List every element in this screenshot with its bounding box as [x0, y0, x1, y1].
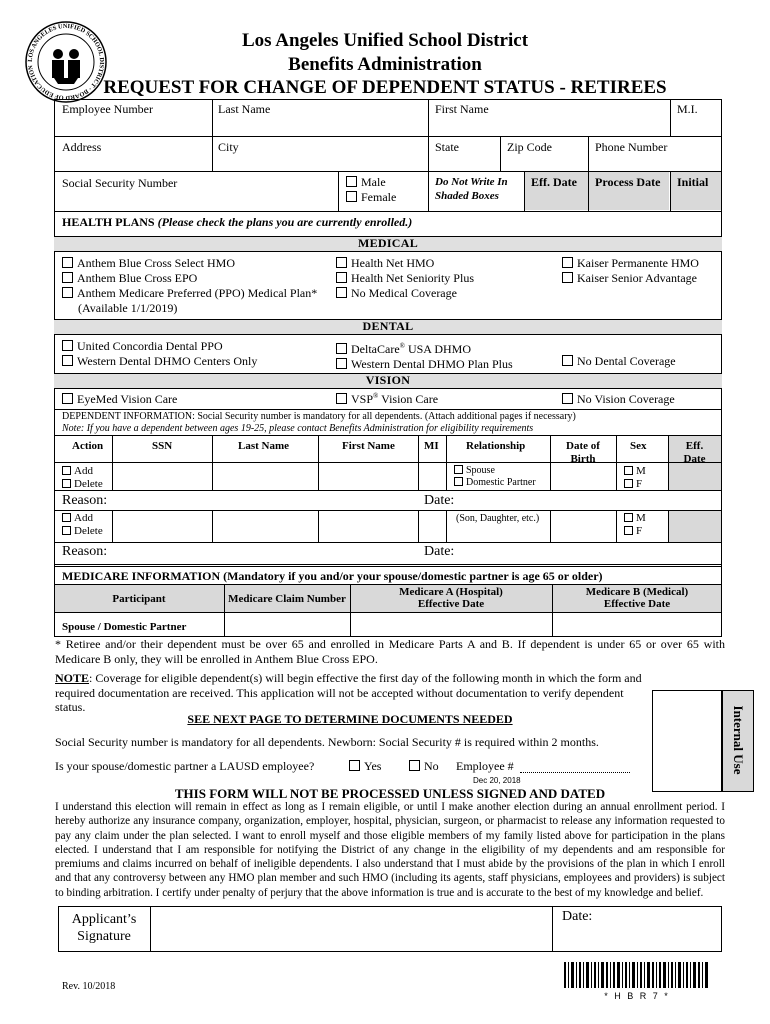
col-relationship: Relationship: [466, 440, 526, 452]
dental-band: DENTAL: [54, 319, 722, 335]
medical-options-col2: [336, 256, 474, 301]
dependent-1-f-checkbox[interactable]: F: [624, 478, 646, 491]
col-eff-date: Eff. Date: [683, 440, 706, 465]
medical-band: MEDICAL: [54, 236, 722, 252]
anthem-epo-checkbox[interactable]: Anthem Blue Cross EPO: [62, 271, 317, 286]
legal-statement: I understand this election will remain in effect as long as I remain eligible, or until I make another election during an annual enrollment period. I hereby authorize any insurance company, organization, employer, hospital, physician, surgeon, or pharmacist to release any information requested to pay any claim under the plan selected. I want to enroll myself and those eligible members of my family listed above for participation in the plans elected. I understand that I am responsible for notifying the District of any change in the eligibility of my dependents and am responsible for premiums and claims incurred on behalf of ineligible dependents. I also understand that I must abide by the provisions of the plan in which I enroll and that any controversy between any HMO plan member and such HMO (including its agents, staff physicians, employees and providers) is subject to binding arbitration. I certify under penalty of perjury that the above information is true and is accurate to the best of my knowledge and belief.: [55, 801, 725, 899]
dependent-2-relationship[interactable]: (Son, Daughter, etc.): [456, 513, 540, 524]
medicare-col-participant: Participant: [112, 593, 166, 605]
dependent-info-heading: DEPENDENT INFORMATION: Social Security number is mandatory for all dependents. (Attach additional pages if necessary): [62, 411, 576, 422]
lausd-yes-checkbox[interactable]: Yes: [349, 759, 381, 774]
do-not-write-note: Do Not Write In Shaded Boxes: [435, 176, 508, 202]
dependent-1-sex: [624, 465, 646, 491]
male-checkbox[interactable]: Male: [346, 175, 386, 190]
internal-use-box: [652, 690, 722, 792]
col-first-name: First Name: [342, 440, 395, 452]
col-sex: Sex: [630, 440, 647, 452]
ssn-field[interactable]: Social Security Number: [62, 176, 178, 190]
health-net-seniority-checkbox[interactable]: Health Net Seniority Plus: [336, 271, 474, 286]
dependent-1-domestic-checkbox[interactable]: Domestic Partner: [454, 477, 536, 489]
col-mi: MI: [424, 440, 439, 452]
col-action: Action: [72, 440, 104, 452]
dependent-1-date-field[interactable]: Date:: [424, 493, 455, 508]
lausd-no-checkbox[interactable]: No: [409, 759, 439, 774]
united-concordia-checkbox[interactable]: United Concordia Dental PPO: [62, 339, 257, 354]
western-dental-plus-checkbox[interactable]: Western Dental DHMO Plan Plus: [336, 357, 513, 372]
dependent-2-f-checkbox[interactable]: F: [624, 525, 646, 538]
dependent-2-sex: [624, 512, 646, 538]
dependent-2-reason-field[interactable]: Reason:: [62, 544, 108, 559]
dependent-1-delete-checkbox[interactable]: Delete: [62, 478, 103, 491]
applicant-signature-label: Applicant’s Signature: [71, 912, 137, 944]
dependent-1-relationship: [454, 465, 536, 489]
no-medical-coverage-checkbox[interactable]: No Medical Coverage: [336, 286, 474, 301]
eff-date-label: Eff. Date: [531, 175, 577, 189]
vsp-checkbox[interactable]: VSP® Vision Care: [336, 392, 438, 407]
first-name-field[interactable]: First Name: [435, 102, 489, 116]
dependent-eff-date-shaded-2: [668, 510, 721, 542]
city-field[interactable]: City: [218, 140, 239, 154]
col-ssn: SSN: [152, 440, 173, 452]
health-net-hmo-checkbox[interactable]: Health Net HMO: [336, 256, 474, 271]
anthem-select-hmo-checkbox[interactable]: Anthem Blue Cross Select HMO: [62, 256, 317, 271]
revision-label: Rev. 10/2018: [62, 981, 116, 992]
medicare-col-claim: Medicare Claim Number: [228, 593, 346, 605]
last-name-field[interactable]: Last Name: [218, 102, 271, 116]
zip-field[interactable]: Zip Code: [507, 140, 552, 154]
applicant-signature-field[interactable]: [152, 908, 550, 950]
col-last-name: Last Name: [238, 440, 290, 452]
see-next-page: SEE NEXT PAGE TO DETERMINE DOCUMENTS NEEDED: [187, 712, 513, 726]
dependent-age-note: Note: If you have a dependent between ages 19-25, please contact Benefits Administration for eligibility requirements: [62, 423, 534, 434]
process-date-label: Process Date: [595, 175, 661, 189]
ssn-mandatory-note: Social Security number is mandatory for all dependents. Newborn: Social Security # is required within 2 months.: [55, 735, 599, 749]
initial-label: Initial: [677, 175, 709, 189]
deltacare-checkbox[interactable]: DeltaCare® USA DHMO: [336, 339, 513, 357]
no-dental-coverage-checkbox[interactable]: No Dental Coverage: [562, 354, 676, 369]
state-field[interactable]: State: [435, 140, 459, 154]
form-title: REQUEST FOR CHANGE OF DEPENDENT STATUS - RETIREES: [103, 77, 667, 98]
print-date: Dec 20, 2018: [473, 776, 521, 785]
employee-number-field[interactable]: Employee Number: [62, 102, 153, 116]
dependent-1-action: [62, 465, 103, 491]
address-field[interactable]: Address: [62, 140, 102, 154]
dependent-2-add-checkbox[interactable]: Add: [62, 512, 103, 525]
dependent-1-reason-field[interactable]: Reason:: [62, 493, 108, 508]
phone-field[interactable]: Phone Number: [595, 140, 668, 154]
female-checkbox[interactable]: Female: [346, 190, 396, 205]
lausd-employee-question: Is your spouse/domestic partner a LAUSD employee?: [55, 759, 315, 773]
medicare-col-b: Medicare B (Medical) Effective Date: [585, 586, 689, 610]
dependent-2-m-checkbox[interactable]: M: [624, 512, 646, 525]
kaiser-hmo-checkbox[interactable]: Kaiser Permanente HMO: [562, 256, 699, 271]
internal-use-label: Internal Use: [731, 705, 746, 775]
dependent-1-add-checkbox[interactable]: Add: [62, 465, 103, 478]
medicare-heading: MEDICARE INFORMATION (Mandatory if you and/or your spouse/domestic partner is age 65 or older): [62, 569, 603, 583]
anthem-availability-note: (Available 1/1/2019): [78, 301, 178, 315]
barcode-text: * H B R 7 *: [604, 991, 670, 1001]
col-date-of-birth: Date of Birth: [566, 440, 600, 465]
dental-options-col1: [62, 339, 257, 369]
no-vision-coverage-checkbox[interactable]: No Vision Coverage: [562, 392, 675, 407]
spouse-employee-number-field[interactable]: Employee #: [456, 759, 514, 773]
vision-band: VISION: [54, 373, 722, 389]
medical-options-col3: [562, 256, 699, 286]
health-plans-heading: HEALTH PLANS (Please check the plans you are currently enrolled.): [62, 215, 413, 229]
coverage-note: NOTE: Coverage for eligible dependent(s) will begin effective the first day of the following month in which the form and required documentation are received. This application will not be accepted without documentation to verify dependent status.: [55, 671, 642, 714]
svg-text:LOS ANGELES UNIFIED SCHOOL DIS: LOS ANGELES UNIFIED SCHOOL DISTRICT · BOARD OF EDUCATION: [26, 22, 106, 102]
mi-field[interactable]: M.I.: [677, 102, 698, 116]
dependent-1-m-checkbox[interactable]: M: [624, 465, 646, 478]
dependent-2-date-field[interactable]: Date:: [424, 544, 455, 559]
department-title: Benefits Administration: [288, 54, 482, 75]
medicare-col-a: Medicare A (Hospital) Effective Date: [399, 586, 503, 610]
dependent-1-spouse-checkbox[interactable]: Spouse: [454, 465, 536, 477]
anthem-medicare-ppo-checkbox[interactable]: Anthem Medicare Preferred (PPO) Medical Plan*: [62, 286, 317, 301]
dental-options-col2: [336, 339, 513, 372]
eyemed-checkbox[interactable]: EyeMed Vision Care: [62, 392, 177, 407]
medicare-spouse-row: Spouse / Domestic Partner: [62, 621, 187, 633]
signature-date-field[interactable]: Date:: [562, 909, 593, 924]
kaiser-senior-checkbox[interactable]: Kaiser Senior Advantage: [562, 271, 699, 286]
western-dental-centers-checkbox[interactable]: Western Dental DHMO Centers Only: [62, 354, 257, 369]
retiree-medicare-note: * Retiree and/or their dependent must be over 65 and enrolled in Medicare Parts A and B. If dependent is under 65 or over 65 with Medicare B only, they will be enrolled in Anthem Blue Cross EPO.: [55, 637, 725, 666]
dependent-2-action: [62, 512, 103, 538]
not-processed-warning: THIS FORM WILL NOT BE PROCESSED UNLESS SIGNED AND DATED: [174, 786, 606, 801]
district-title: Los Angeles Unified School District: [241, 30, 529, 51]
medical-options-col1: [62, 256, 317, 316]
dependent-2-delete-checkbox[interactable]: Delete: [62, 525, 103, 538]
